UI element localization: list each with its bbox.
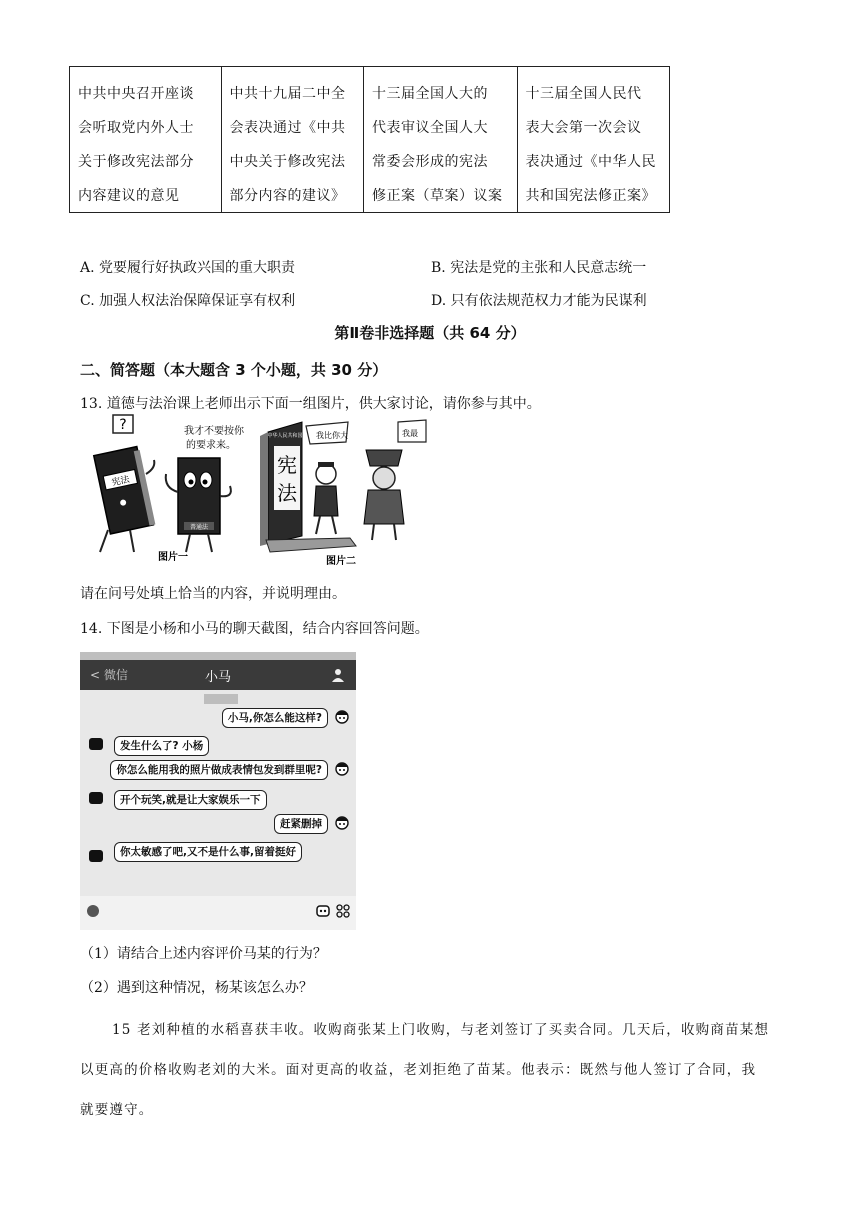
q15-line: 15 老刘种植的水稻喜获丰收。收购商张某上门收购，与老刘签订了买卖合同。几天后，收购商苗某想 — [112, 1022, 770, 1038]
picture-one — [94, 415, 245, 563]
question-15-paragraph — [80, 1010, 790, 1130]
book-char-1: 宪 — [277, 453, 297, 477]
status-bar — [80, 652, 356, 660]
emoji-icon[interactable] — [316, 904, 330, 918]
option-b[interactable]: B. 宪法是党的主张和人民意志统一 — [431, 260, 647, 276]
chat-message: 发生什么了? 小杨 — [114, 736, 209, 756]
speech-right: 我最 — [402, 429, 418, 438]
section-title: 第Ⅱ卷非选择题（共 64 分） — [334, 324, 526, 342]
caption-picture-two: 图片二 — [326, 556, 356, 567]
book-char-2: 法 — [277, 481, 297, 505]
chat-nav-bar — [80, 660, 356, 690]
question-14-sub-1: （1）请结合上述内容评价马某的行为？ — [80, 946, 327, 962]
speech-line-2: 的要求来。 — [186, 440, 236, 451]
table-cell-line: 常委会形成的宪法 — [372, 154, 489, 170]
table-cell-line: 代表审议全国人大 — [372, 120, 489, 136]
table-cell-line: 十三届全国人民代 — [525, 86, 642, 102]
option-d[interactable]: D. 只有依法规范权力才能为民谋利 — [431, 293, 647, 309]
chat-message: 开个玩笑,就是让大家娱乐一下 — [114, 790, 267, 810]
question-14-sub-2: （2）遇到这种情况，杨某该怎么办？ — [80, 980, 313, 996]
avatar-yang-icon — [334, 760, 350, 776]
table-cell-4 — [518, 67, 669, 212]
option-a[interactable]: A. 党要履行好执政兴国的重大职责 — [80, 260, 296, 276]
question-13-instruction: 请在问号处填上恰当的内容，并说明理由。 — [80, 586, 346, 602]
table-cell-line: 表大会第一次会议 — [525, 120, 642, 136]
speech-left: 我比你大 — [316, 431, 348, 440]
table-cell-1 — [70, 67, 222, 212]
table-cell-line: 关于修改宪法部分 — [78, 154, 194, 170]
q15-line: 就要遵守。 — [80, 1102, 154, 1118]
question-mark: ? — [119, 417, 127, 433]
back-button[interactable]: < 微信 — [90, 668, 128, 682]
avatar-yang-icon — [334, 814, 350, 830]
picture-two — [260, 420, 426, 567]
table-cell-line: 表决通过《中华人民 — [525, 154, 657, 170]
avatar-yang-icon — [334, 708, 350, 724]
avatar-ma-icon — [88, 848, 104, 864]
table-cell-line: 十三届全国人大的 — [372, 86, 489, 102]
chat-message: 小马,你怎么能这样? — [222, 708, 328, 728]
chat-message: 赶紧删掉 — [274, 814, 328, 834]
book-label-left: 宪法 — [110, 474, 131, 489]
cartoon-illustrations — [80, 412, 418, 572]
book-label-right: 普通法 — [189, 524, 209, 531]
table-cell-line: 共和国宪法修正案》 — [525, 188, 657, 204]
more-icon[interactable] — [336, 904, 350, 918]
book-top-label: 中华人民共和国 — [267, 433, 303, 439]
table-cell-line: 会听取党内外人士 — [78, 120, 194, 136]
caption-picture-one: 图片一 — [158, 552, 188, 563]
avatar-ma-icon — [88, 790, 104, 806]
chat-message: 你怎么能用我的照片做成表情包发到群里呢? — [110, 760, 328, 780]
table-cell-line: 内容建议的意见 — [78, 188, 180, 204]
question-13-text: 13. 道德与法治课上老师出示下面一组图片，供大家讨论，请你参与其中。 — [80, 396, 541, 412]
table-cell-3 — [364, 67, 517, 212]
chat-screenshot — [80, 652, 356, 930]
chat-contact-name: 小马 — [204, 670, 231, 685]
question-14-text: 14. 下图是小杨和小马的聊天截图，结合内容回答问题。 — [80, 621, 429, 637]
speech-line-1: 我才不要按你 — [184, 426, 244, 437]
process-table — [69, 66, 670, 213]
chat-timestamp — [204, 694, 238, 704]
table-cell-line: 会表决通过《中共 — [229, 120, 346, 136]
table-cell-2 — [222, 67, 365, 212]
table-cell-line: 修正案（草案）议案 — [372, 188, 503, 204]
table-cell-line: 中共十九届二中全 — [229, 86, 346, 102]
table-cell-line: 中央关于修改宪法 — [229, 154, 346, 170]
q15-line: 以更高的价格收购老刘的大米。面对更高的收益，老刘拒绝了苗某。他表示：既然与他人签订了合同，我 — [80, 1062, 757, 1078]
avatar-ma-icon — [88, 736, 104, 752]
voice-icon[interactable] — [86, 904, 100, 918]
subsection-title: 二、简答题（本大题含 3 个小题，共 30 分） — [80, 361, 388, 379]
person-icon[interactable] — [332, 668, 344, 682]
chat-message: 你太敏感了吧,又不是什么事,留着挺好 — [114, 842, 302, 862]
table-cell-line: 部分内容的建议》 — [229, 188, 346, 204]
chat-input-bar — [80, 896, 356, 930]
option-c[interactable]: C. 加强人权法治保障保证享有权利 — [80, 293, 296, 309]
table-cell-line: 中共中央召开座谈 — [78, 86, 194, 102]
